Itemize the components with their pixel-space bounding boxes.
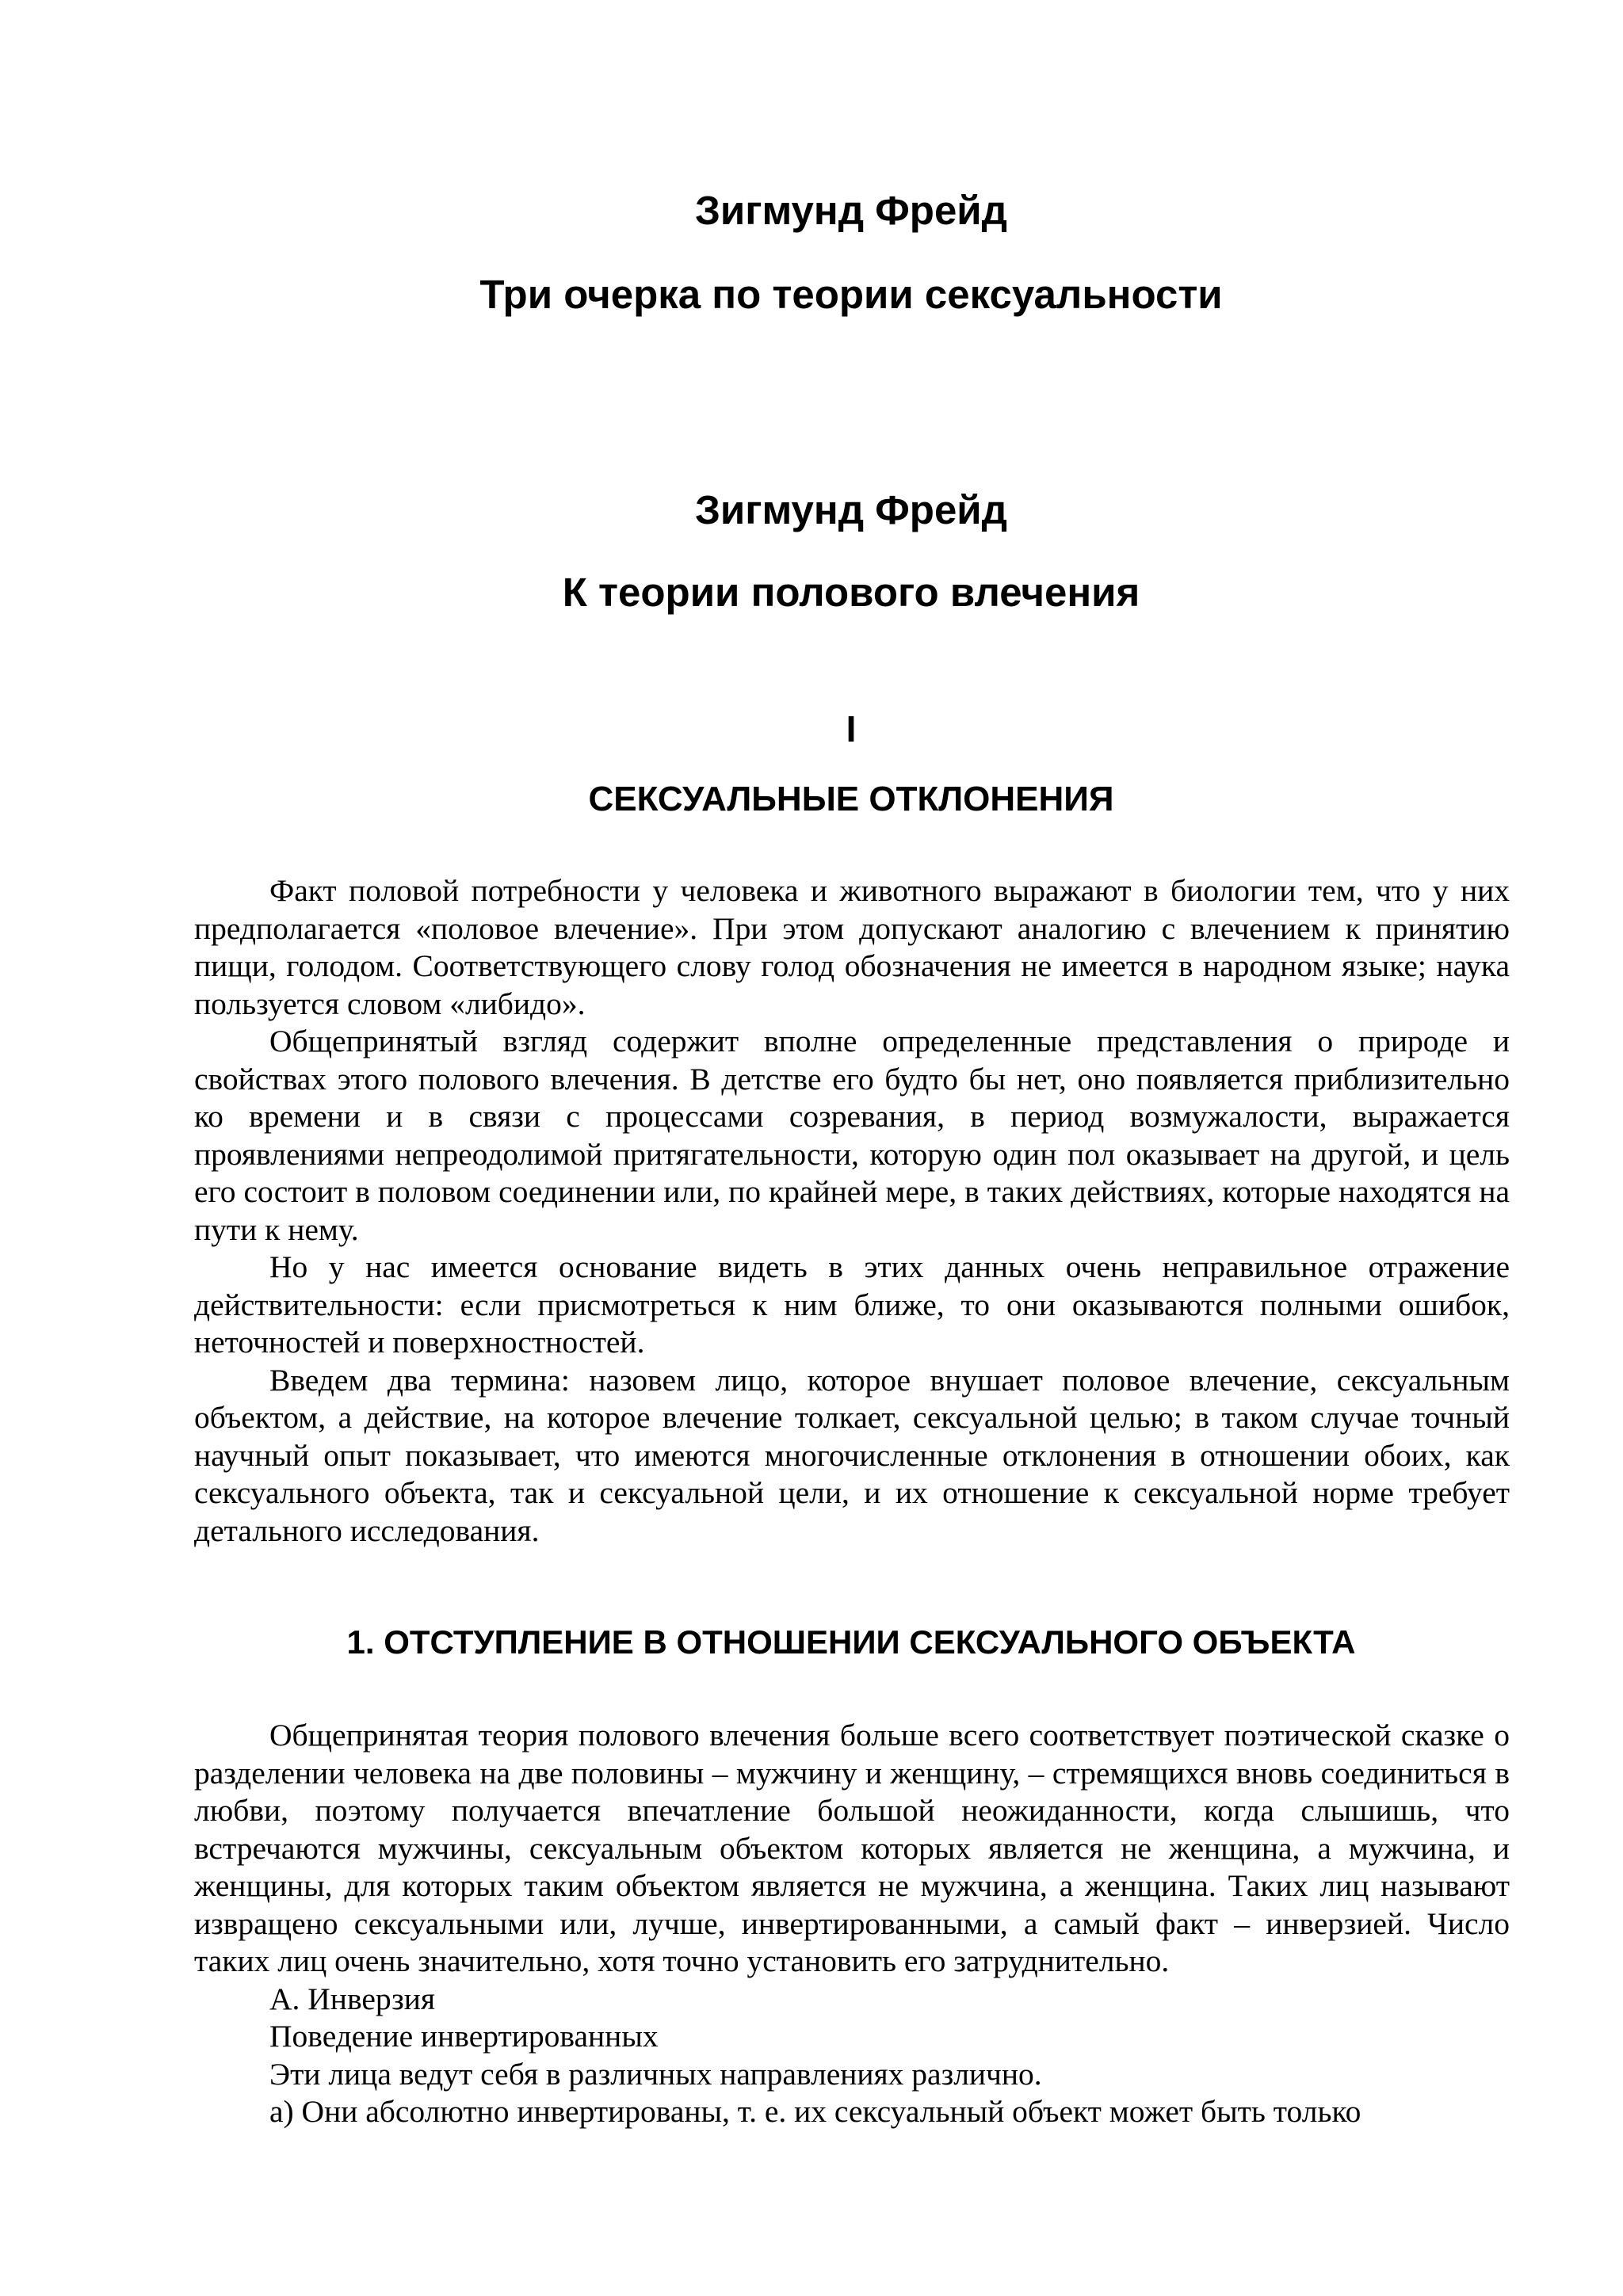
section-text [194, 1717, 1510, 2131]
book-author: Зигмунд Фрейд [694, 188, 1008, 233]
section-title: 1. ОТСТУПЛЕНИЕ В ОТНОШЕНИИ СЕКСУАЛЬНОГО ОБЪЕКТА [346, 1623, 1356, 1661]
paragraph: Но у нас имеется основание видеть в этих данных очень неправильное отражение действительности: если присмотреться к ним ближе, то они оказываются полными ошибок, неточностей и поверхностностей. [194, 1249, 1510, 1360]
paragraph: Факт половой потребности у человека и животного выражают в биологии тем, что у них предполагается «половое влечение». При этом допускают аналогию с влечением к принятию пищи, голодом. Соответствующего слову голод обозначения не имеется в народном языке; наука пользуется словом «либидо». [194, 873, 1510, 1021]
paragraph: А. Инверзия [269, 1981, 436, 2016]
chapter-title: СЕКСУАЛЬНЫЕ ОТКЛОНЕНИЯ [588, 780, 1114, 818]
essay-author: Зигмунд Фрейд [694, 487, 1008, 532]
essay-title: К теории полового влечения [562, 570, 1140, 615]
paragraph: Общепринятая теория полового влечения больше всего соответствует поэтической сказке о разделении человека на две половины – мужчину и женщину, – стремящихся вновь соединиться в любви, поэтому получается впечатление большой неожиданности, когда слышишь, что встречаются мужчины, сексуальным объектом которых является не женщина, а мужчина, и женщины, для которых таким объектом является не мужчина, а женщина. Таких лиц называют извращено сексуальными или, лучше, инвертированными, а самый факт – инверзией. Число таких лиц очень значительно, хотя точно установить его затруднительно. [194, 1718, 1510, 1978]
book-title: Три очерка по теории сексуальности [479, 272, 1223, 317]
paragraph: Эти лица ведут себя в различных направлениях различно. [269, 2056, 1042, 2092]
intro-text [194, 872, 1510, 1550]
chapter-number: I [846, 708, 857, 749]
paragraph: Введем два термина: назовем лицо, которое внушает половое влечение, сексуальным объектом, а действие, на которое влечение толкает, сексуальной целью; в таком случае точный научный опыт показывает, что имеются многочисленные отклонения в отношении обоих, как сексуального объекта, так и сексуальной цели, и их отношение к сексуальной норме требует детального исследования. [194, 1362, 1510, 1548]
paragraph: а) Они абсолютно инвертированы, т. е. их сексуальный объект может быть только [269, 2094, 1361, 2129]
paragraph: Общепринятый взгляд содержит вполне определенные представления о природе и свойствах этого полового влечения. В детстве его будто бы нет, оно появляется приблизительно ко времени и в связи с процессами созревания, в период возмужалости, выражается проявлениями непреодолимой притягательности, которую один пол оказывает на другой, и цель его состоит в половом соединении или, по крайней мере, в таких действиях, которые находятся на пути к нему. [194, 1024, 1510, 1247]
paragraph: Поведение инвертированных [269, 2019, 659, 2054]
